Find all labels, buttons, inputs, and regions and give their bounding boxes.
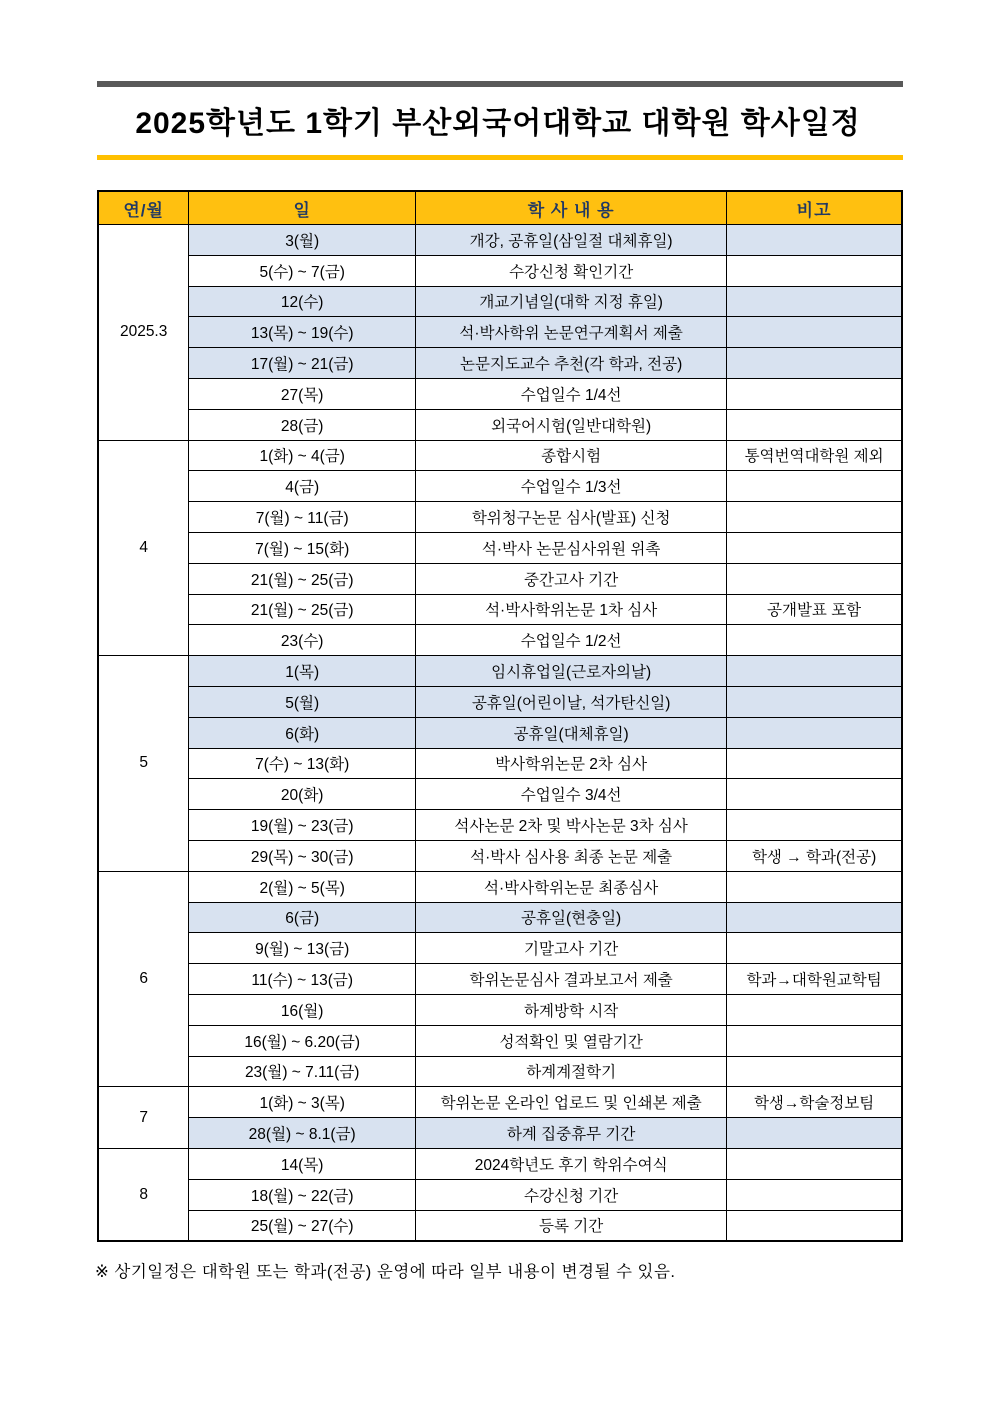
day-cell: 17(월) ~ 21(금) xyxy=(189,348,416,379)
day-cell: 23(월) ~ 7.11(금) xyxy=(189,1056,416,1087)
table-row xyxy=(98,594,902,625)
day-cell: 5(수) ~ 7(금) xyxy=(189,255,416,286)
table-row xyxy=(98,1025,902,1056)
day-cell: 1(화) ~ 4(금) xyxy=(189,440,416,471)
content-cell: 석·박사학위 논문연구계획서 제출 xyxy=(416,317,727,348)
note-cell xyxy=(727,317,902,348)
calendar-table xyxy=(97,190,903,1242)
note-cell xyxy=(727,1179,902,1210)
day-cell: 16(월) xyxy=(189,994,416,1025)
note-cell: 학생 → 학과(전공) xyxy=(727,840,902,871)
content-cell: 석·박사 심사용 최종 논문 제출 xyxy=(416,840,727,871)
table-row xyxy=(98,409,902,440)
day-cell: 23(수) xyxy=(189,625,416,656)
day-cell: 7(월) ~ 11(금) xyxy=(189,502,416,533)
day-cell: 7(월) ~ 15(화) xyxy=(189,532,416,563)
note-cell xyxy=(727,1025,902,1056)
note-cell xyxy=(727,225,902,256)
day-cell: 2(월) ~ 5(목) xyxy=(189,871,416,902)
table-row xyxy=(98,471,902,502)
day-cell: 25(월) ~ 27(수) xyxy=(189,1210,416,1241)
note-cell xyxy=(727,902,902,933)
month-cell: 5 xyxy=(98,656,189,872)
note-cell xyxy=(727,348,902,379)
day-cell: 9(월) ~ 13(금) xyxy=(189,933,416,964)
content-cell: 수업일수 1/4선 xyxy=(416,378,727,409)
note-cell xyxy=(727,871,902,902)
day-cell: 21(월) ~ 25(금) xyxy=(189,594,416,625)
day-cell: 1(목) xyxy=(189,656,416,687)
content-cell: 학위논문심사 결과보고서 제출 xyxy=(416,964,727,995)
table-row xyxy=(98,255,902,286)
note-cell xyxy=(727,717,902,748)
day-cell: 3(월) xyxy=(189,225,416,256)
day-cell: 11(수) ~ 13(금) xyxy=(189,964,416,995)
content-cell: 종합시험 xyxy=(416,440,727,471)
table-row xyxy=(98,286,902,317)
note-cell xyxy=(727,748,902,779)
note-cell xyxy=(727,409,902,440)
header-cell-content: 학 사 내 용 xyxy=(416,191,727,225)
header-cell-month: 연/월 xyxy=(98,191,189,225)
month-cell: 2025.3 xyxy=(98,225,189,441)
note-cell xyxy=(727,1118,902,1149)
content-cell: 학위논문 온라인 업로드 및 인쇄본 제출 xyxy=(416,1087,727,1118)
day-cell: 18(월) ~ 22(금) xyxy=(189,1179,416,1210)
note-cell xyxy=(727,471,902,502)
table-row xyxy=(98,871,902,902)
table-row xyxy=(98,656,902,687)
table-row xyxy=(98,1087,902,1118)
note-cell xyxy=(727,1148,902,1179)
table-row xyxy=(98,1179,902,1210)
content-cell: 중간고사 기간 xyxy=(416,563,727,594)
note-cell xyxy=(727,502,902,533)
day-cell: 27(목) xyxy=(189,378,416,409)
content-cell: 2024학년도 후기 학위수여식 xyxy=(416,1148,727,1179)
note-cell xyxy=(727,1210,902,1241)
content-cell: 공휴일(대체휴일) xyxy=(416,717,727,748)
content-cell: 석·박사학위논문 최종심사 xyxy=(416,871,727,902)
content-cell: 개강, 공휴일(삼일절 대체휴일) xyxy=(416,225,727,256)
table-row xyxy=(98,748,902,779)
content-cell: 박사학위논문 2차 심사 xyxy=(416,748,727,779)
table-row xyxy=(98,686,902,717)
content-cell: 공휴일(현충일) xyxy=(416,902,727,933)
table-row xyxy=(98,532,902,563)
content-cell: 하계계절학기 xyxy=(416,1056,727,1087)
table-row xyxy=(98,348,902,379)
month-cell: 7 xyxy=(98,1087,189,1149)
footnote: ※ 상기일정은 대학원 또는 학과(전공) 운영에 따라 일부 내용이 변경될 수 있음. xyxy=(95,1263,676,1281)
header-cell-note: 비고 xyxy=(727,191,902,225)
note-cell: 학과→대학원교학팀 xyxy=(727,964,902,995)
note-cell xyxy=(727,563,902,594)
table-row xyxy=(98,440,902,471)
content-cell: 하계방학 시작 xyxy=(416,994,727,1025)
day-cell: 28(금) xyxy=(189,409,416,440)
content-cell: 수강신청 기간 xyxy=(416,1179,727,1210)
day-cell: 4(금) xyxy=(189,471,416,502)
day-cell: 16(월) ~ 6.20(금) xyxy=(189,1025,416,1056)
note-cell xyxy=(727,779,902,810)
day-cell: 7(수) ~ 13(화) xyxy=(189,748,416,779)
table-row xyxy=(98,994,902,1025)
day-cell: 21(월) ~ 25(금) xyxy=(189,563,416,594)
month-cell: 6 xyxy=(98,871,189,1087)
table-row xyxy=(98,378,902,409)
day-cell: 29(목) ~ 30(금) xyxy=(189,840,416,871)
note-cell: 공개발표 포함 xyxy=(727,594,902,625)
table-row xyxy=(98,1210,902,1241)
day-cell: 20(화) xyxy=(189,779,416,810)
table-row xyxy=(98,1118,902,1149)
day-cell: 5(월) xyxy=(189,686,416,717)
content-cell: 기말고사 기간 xyxy=(416,933,727,964)
day-cell: 1(화) ~ 3(목) xyxy=(189,1087,416,1118)
content-cell: 석사논문 2차 및 박사논문 3차 심사 xyxy=(416,810,727,841)
content-cell: 개교기념일(대학 지정 휴일) xyxy=(416,286,727,317)
header-cell-day: 일 xyxy=(189,191,416,225)
content-cell: 석·박사학위논문 1차 심사 xyxy=(416,594,727,625)
content-cell: 석·박사 논문심사위원 위촉 xyxy=(416,532,727,563)
note-cell xyxy=(727,286,902,317)
note-cell xyxy=(727,933,902,964)
note-cell xyxy=(727,810,902,841)
note-cell xyxy=(727,255,902,286)
content-cell: 수업일수 1/2선 xyxy=(416,625,727,656)
day-cell: 6(금) xyxy=(189,902,416,933)
day-cell: 12(수) xyxy=(189,286,416,317)
day-cell: 6(화) xyxy=(189,717,416,748)
content-cell: 공휴일(어린이날, 석가탄신일) xyxy=(416,686,727,717)
table-row xyxy=(98,225,902,256)
table-row xyxy=(98,810,902,841)
content-cell: 학위청구논문 심사(발표) 신청 xyxy=(416,502,727,533)
month-cell: 8 xyxy=(98,1148,189,1241)
page-title: 2025학년도 1학기 부산외국어대학교 대학원 학사일정 xyxy=(135,107,861,140)
note-cell xyxy=(727,378,902,409)
table-row xyxy=(98,717,902,748)
note-cell xyxy=(727,686,902,717)
month-cell: 4 xyxy=(98,440,189,656)
note-cell xyxy=(727,656,902,687)
day-cell: 19(월) ~ 23(금) xyxy=(189,810,416,841)
table-row xyxy=(98,1148,902,1179)
content-cell: 수업일수 3/4선 xyxy=(416,779,727,810)
note-cell xyxy=(727,1056,902,1087)
table-row xyxy=(98,964,902,995)
note-cell xyxy=(727,994,902,1025)
day-cell: 28(월) ~ 8.1(금) xyxy=(189,1118,416,1149)
title-accent-rule xyxy=(97,155,903,160)
calendar-table-body xyxy=(98,225,902,1242)
content-cell: 논문지도교수 추천(각 학과, 전공) xyxy=(416,348,727,379)
table-row xyxy=(98,502,902,533)
table-row xyxy=(98,1056,902,1087)
content-cell: 수강신청 확인기간 xyxy=(416,255,727,286)
table-row xyxy=(98,625,902,656)
note-cell: 학생→학술정보팀 xyxy=(727,1087,902,1118)
note-cell xyxy=(727,532,902,563)
table-row xyxy=(98,779,902,810)
title-top-rule xyxy=(97,81,903,87)
day-cell: 13(목) ~ 19(수) xyxy=(189,317,416,348)
content-cell: 등록 기간 xyxy=(416,1210,727,1241)
table-row xyxy=(98,563,902,594)
note-cell xyxy=(727,625,902,656)
content-cell: 수업일수 1/3선 xyxy=(416,471,727,502)
content-cell: 하계 집중휴무 기간 xyxy=(416,1118,727,1149)
note-cell: 통역번역대학원 제외 xyxy=(727,440,902,471)
day-cell: 14(목) xyxy=(189,1148,416,1179)
table-row xyxy=(98,933,902,964)
table-row xyxy=(98,840,902,871)
content-cell: 성적확인 및 열람기간 xyxy=(416,1025,727,1056)
table-row xyxy=(98,317,902,348)
table-header-row xyxy=(98,191,902,225)
content-cell: 임시휴업일(근로자의날) xyxy=(416,656,727,687)
content-cell: 외국어시험(일반대학원) xyxy=(416,409,727,440)
table-row xyxy=(98,902,902,933)
